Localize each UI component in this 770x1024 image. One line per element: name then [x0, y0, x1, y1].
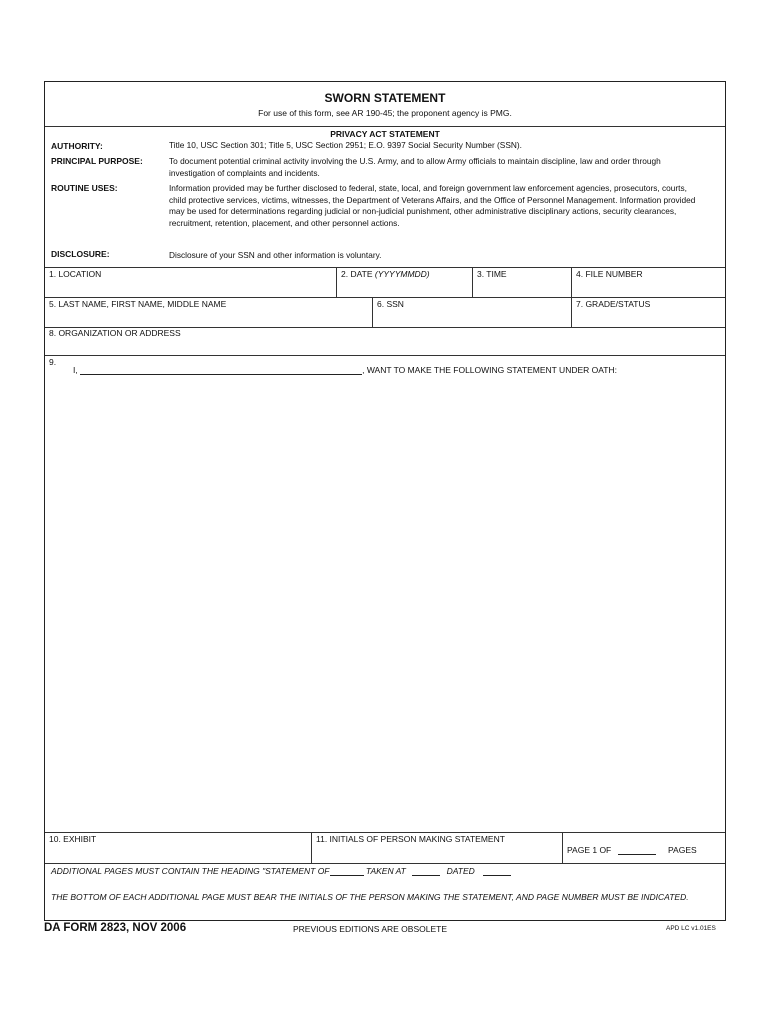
form-id: DA FORM 2823, NOV 2006	[44, 922, 187, 934]
divider	[45, 863, 725, 864]
divider	[562, 832, 563, 863]
statement-line: I, , WANT TO MAKE THE FOLLOWING STATEMENT UNDER OATH:	[73, 365, 617, 375]
authority-label: AUTHORITY:	[51, 141, 103, 151]
file-number-label: 4. FILE NUMBER	[576, 269, 643, 279]
page-counter: PAGE 1 OF PAGES	[567, 845, 697, 855]
purpose-text: To document potential criminal activity involving the U.S. Army, and to allow Army officials to maintain discipline, law and order through investigation of complaints and incidents.	[169, 156, 661, 178]
divider	[45, 267, 725, 268]
divider	[562, 832, 725, 833]
privacy-heading: PRIVACY ACT STATEMENT	[330, 129, 440, 139]
location-label: 1. LOCATION	[49, 269, 102, 279]
statement-name-field[interactable]	[80, 374, 362, 375]
name-label: 5. LAST NAME, FIRST NAME, MIDDLE NAME	[49, 299, 227, 309]
routine-label: ROUTINE USES:	[51, 183, 118, 193]
authority-text: Title 10, USC Section 301; Title 5, USC Section 2951; E.O. 9397 Social Security Number (SSN).	[169, 140, 522, 150]
obsolete-note: PREVIOUS EDITIONS ARE OBSOLETE	[293, 924, 447, 934]
form-subtitle: For use of this form, see AR 190-45; the proponent agency is PMG.	[258, 108, 512, 118]
divider	[45, 126, 725, 127]
date-label: 2. DATE (YYYYMMDD)	[341, 269, 430, 279]
divider	[372, 297, 373, 327]
bottom-page-note: THE BOTTOM OF EACH ADDITIONAL PAGE MUST BEAR THE INITIALS OF THE PERSON MAKING THE STATEMENT, AND PAGE NUMBER MUST BE INDICATED.	[51, 892, 689, 902]
additional-pages-note: ADDITIONAL PAGES MUST CONTAIN THE HEADING "STATEMENT OF TAKEN AT DATED	[51, 866, 511, 876]
total-pages-field[interactable]	[618, 854, 656, 855]
divider	[336, 267, 337, 297]
statement-number: 9.	[49, 357, 57, 367]
disclosure-text: Disclosure of your SSN and other information is voluntary.	[169, 250, 382, 260]
time-label: 3. TIME	[477, 269, 507, 279]
divider	[311, 832, 312, 863]
org-label: 8. ORGANIZATION OR ADDRESS	[49, 328, 181, 338]
divider	[472, 267, 473, 297]
divider	[45, 355, 725, 356]
exhibit-label: 10. EXHIBIT	[49, 834, 97, 844]
form-frame	[44, 81, 726, 921]
purpose-label: PRINCIPAL PURPOSE:	[51, 156, 143, 166]
ssn-label: 6. SSN	[377, 299, 404, 309]
grade-label: 7. GRADE/STATUS	[576, 299, 651, 309]
form-title: SWORN STATEMENT	[324, 91, 446, 105]
divider	[45, 297, 725, 298]
statement-body[interactable]	[47, 380, 723, 830]
disclosure-label: DISCLOSURE:	[51, 249, 110, 259]
initials-label: 11. INITIALS OF PERSON MAKING STATEMENT	[316, 834, 505, 844]
routine-text: Information provided may be further disclosed to federal, state, local, and foreign government law enforcement agencies, prosecutors, courts, child protective services, victims, witnesses, the Department of Veterans Affairs, and the Office of Personnel Management. Information provided may be used for determinations regarding judicial or non-judicial punishment, other administrative disciplinary actions, security clearances, recruitment, retention, placement, and other personnel actions.	[169, 183, 696, 228]
version-label: APD LC v1.01ES	[666, 925, 716, 932]
